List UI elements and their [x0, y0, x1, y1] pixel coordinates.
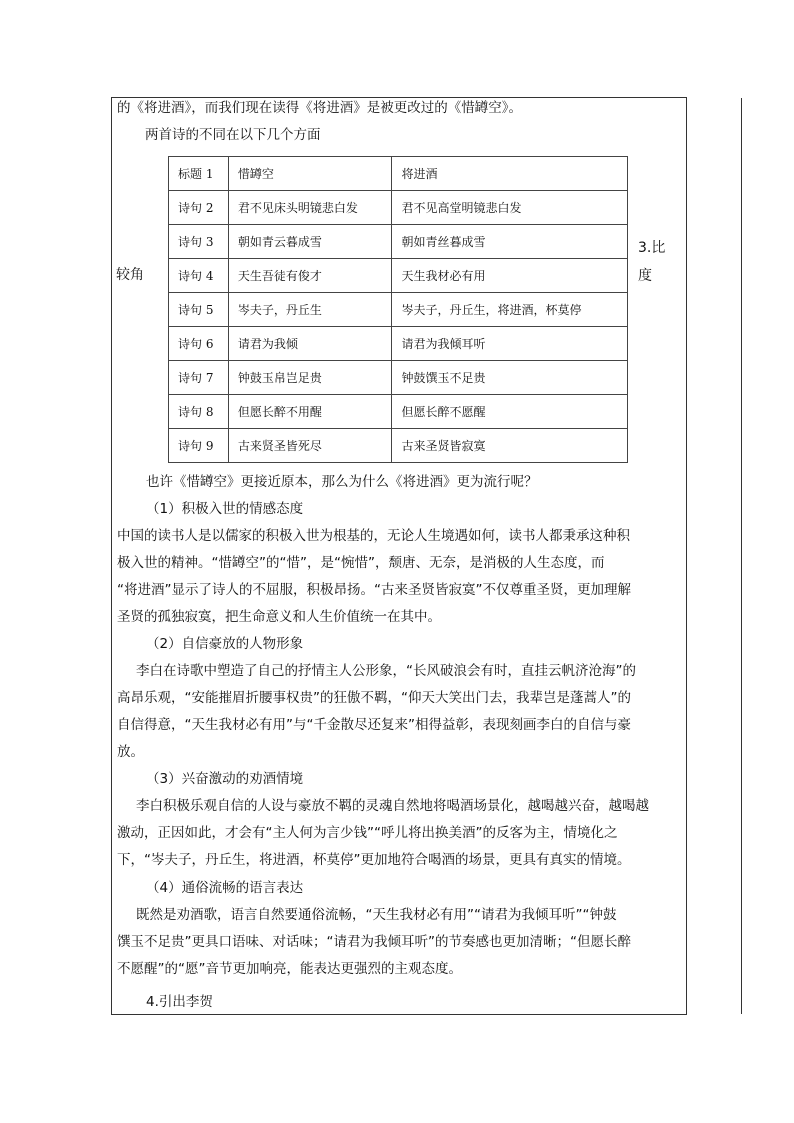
side-label-right: 3.比度 [638, 240, 666, 284]
paragraph-line: 高昂乐观，“安能摧眉折腰事权贵”的狂傲不羁，“仰天大笑出门去，我辈岂是蓬蒿人”的 [117, 690, 631, 706]
jiangjinjiu-cell: 将进酒 [392, 157, 628, 191]
jiangjinjiu-cell: 古来圣贤皆寂寞 [392, 429, 628, 463]
table-row [169, 259, 628, 293]
jiangjinjiu-cell: 朝如青丝暮成雪 [392, 225, 628, 259]
paragraph-line: 既然是劝酒歌，语言自然要通俗流畅，“天生我材必有用”“请君为我倾耳听”“钟鼓 [136, 907, 617, 923]
table-row [169, 191, 628, 225]
column-divider [741, 98, 742, 1014]
xizunkong-cell: 请君为我倾 [228, 327, 392, 361]
paragraph-line: 放。 [117, 744, 144, 760]
jiangjinjiu-cell: 但愿长醉不愿醒 [392, 395, 628, 429]
comparison-table [168, 156, 628, 463]
table-row [169, 293, 628, 327]
xizunkong-cell: 君不见床头明镜悲白发 [228, 191, 392, 225]
paragraph-line: 自信得意，“天生我材必有用”与“千金散尽还复来”相得益彰，表现刻画李白的自信与豪 [117, 717, 631, 733]
intro-line-1: 的《将进酒》，而我们现在读得《将进酒》是被更改过的《惜罇空》。 [117, 100, 522, 116]
table-row [169, 327, 628, 361]
question-line: 也许《惜罇空》更接近原本，那么为什么《将进酒》更为流行呢？ [146, 474, 538, 490]
table-row [169, 157, 628, 191]
xizunkong-cell: 钟鼓玉帛岂足贵 [228, 361, 392, 395]
table-row [169, 225, 628, 259]
row-label-cell: 诗句 5 [169, 293, 229, 327]
row-label-cell: 诗句 8 [169, 395, 229, 429]
paragraph-line: 李白在诗歌中塑造了自己的抒情主人公形象，“长风破浪会有时，直挂云帆济沧海”的 [136, 663, 636, 679]
paragraph-line: 李白积极乐观自信的人设与豪放不羁的灵魂自然地将喝酒场景化，越喝越兴奋，越喝越 [136, 798, 649, 814]
intro-line-2: 两首诗的不同在以下几个方面 [145, 127, 321, 143]
row-label-cell: 诗句 2 [169, 191, 229, 225]
row-label-cell: 诗句 9 [169, 429, 229, 463]
table-row [169, 361, 628, 395]
row-label-cell: 诗句 3 [169, 225, 229, 259]
section-heading-1: （1）积极入世的情感态度 [146, 501, 304, 517]
side-label-left: 较角 [116, 267, 144, 283]
section-heading-2: （2）自信豪放的人物形象 [146, 636, 304, 652]
paragraph-line: 下，“岑夫子，丹丘生，将进酒，杯莫停”更加地符合喝酒的场景，更具有真实的情境。 [117, 852, 631, 868]
jiangjinjiu-cell: 君不见高堂明镜悲白发 [392, 191, 628, 225]
section-heading-next: 4.引出李贺 [146, 994, 213, 1010]
xizunkong-cell: 惜罇空 [228, 157, 392, 191]
paragraph-line: 圣贤的孤独寂寞，把生命意义和人生价值统一在其中。 [117, 609, 441, 625]
paragraph-line: “将进酒”显示了诗人的不屈服，积极昂扬。“古来圣贤皆寂寞”不仅尊重圣贤，更加理解 [117, 582, 631, 598]
paragraph-line: 极入世的精神。“惜罇空”的“惜”，是“惋惜”，颓唐、无奈，是消极的人生态度，而 [117, 555, 605, 571]
jiangjinjiu-cell: 岑夫子，丹丘生，将进酒，杯莫停 [392, 293, 628, 327]
paragraph-line: 激动，正因如此，才会有“主人何为言少钱”“呼儿将出换美酒”的反客为主，情境化之 [117, 825, 618, 841]
xizunkong-cell: 朝如青云暮成雪 [228, 225, 392, 259]
row-label-cell: 标题 1 [169, 157, 229, 191]
row-label-cell: 诗句 4 [169, 259, 229, 293]
jiangjinjiu-cell: 请君为我倾耳听 [392, 327, 628, 361]
xizunkong-cell: 天生吾徒有俊才 [228, 259, 392, 293]
table-row [169, 429, 628, 463]
xizunkong-cell: 但愿长醉不用醒 [228, 395, 392, 429]
paragraph-line: 不愿醒”的“愿”音节更加响亮，能表达更强烈的主观态度。 [117, 961, 462, 977]
xizunkong-cell: 古来贤圣皆死尽 [228, 429, 392, 463]
paragraph-line: 中国的读书人是以儒家的积极入世为根基的，无论人生境遇如何，读书人都秉承这种积 [117, 528, 630, 544]
jiangjinjiu-cell: 天生我材必有用 [392, 259, 628, 293]
row-label-cell: 诗句 7 [169, 361, 229, 395]
row-label-cell: 诗句 6 [169, 327, 229, 361]
paragraph-line: 馔玉不足贵”更具口语味、对话味；“请君为我倾耳听”的节奏感也更加清晰；“但愿长醉 [117, 934, 631, 950]
section-heading-3: （3）兴奋激动的劝酒情境 [146, 771, 304, 787]
table-row [169, 395, 628, 429]
section-heading-4: （4）通俗流畅的语言表达 [146, 880, 304, 896]
xizunkong-cell: 岑夫子，丹丘生 [228, 293, 392, 327]
jiangjinjiu-cell: 钟鼓馔玉不足贵 [392, 361, 628, 395]
